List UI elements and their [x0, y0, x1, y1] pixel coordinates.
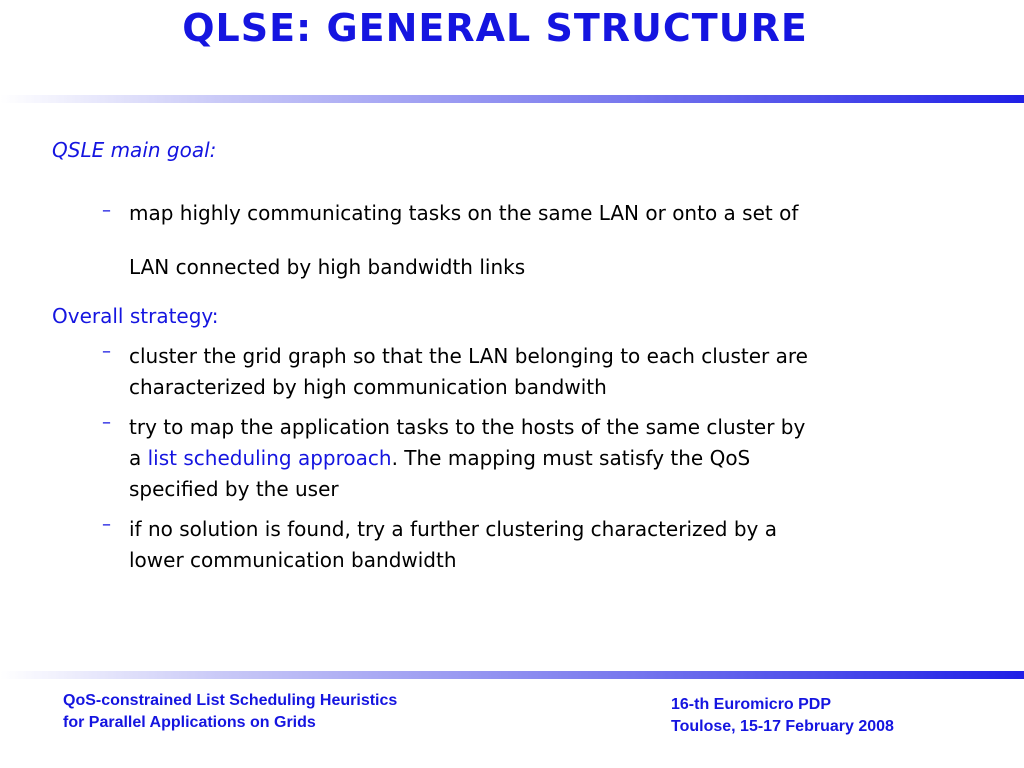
slide-title: QLSE: GENERAL STRUCTURE	[182, 6, 808, 50]
footer-conference-line-1: 16-th Euromicro PDP	[671, 696, 832, 713]
strategy-bullet-3-line-1: if no solution is found, try a further clustering characterized by a	[129, 517, 777, 541]
footer-paper-title-line-2: for Parallel Applications on Grids	[63, 714, 316, 731]
goal-bullet-line-1: map highly communicating tasks on the same LAN or onto a set of	[129, 201, 799, 225]
title-divider	[0, 95, 1024, 103]
strategy-bullet-2-line-3: specified by the user	[129, 477, 339, 501]
strategy-bullet-2-line-1: try to map the application tasks to the hosts of the same cluster by	[129, 415, 806, 439]
main-goal-heading: QSLE main goal:	[52, 138, 217, 162]
bullet-dash: –	[102, 412, 111, 433]
strategy-bullet-1-line-1: cluster the grid graph so that the LAN belonging to each cluster are	[129, 344, 808, 368]
strategy-bullet-text	[129, 341, 808, 403]
strategy-bullet-1-line-2: characterized by high communication bandwith	[129, 375, 607, 399]
overall-strategy-heading: Overall strategy:	[52, 304, 219, 328]
strategy-bullet-2-line-2	[129, 443, 805, 474]
strategy-bullet-text	[129, 412, 805, 505]
bullet-dash: –	[102, 514, 111, 535]
goal-bullet-text	[129, 200, 798, 281]
bullet-dash: –	[102, 200, 111, 221]
footer-divider	[0, 671, 1024, 679]
goal-bullet-line-2: LAN connected by high bandwidth links	[129, 255, 526, 279]
footer-conference	[671, 694, 894, 738]
strategy-bullet-3-line-2: lower communication bandwidth	[129, 548, 457, 572]
line-suffix: . The mapping must satisfy the QoS	[391, 446, 751, 470]
footer-conference-line-2: Toulose, 15-17 February 2008	[671, 718, 894, 735]
footer-paper-title	[63, 690, 397, 734]
list-scheduling-approach-phrase: list scheduling approach	[147, 446, 392, 470]
strategy-bullet-text	[129, 514, 777, 576]
line-prefix: a	[129, 446, 148, 470]
footer-paper-title-line-1: QoS-constrained List Scheduling Heuristics	[63, 692, 398, 709]
bullet-dash: –	[102, 341, 111, 362]
